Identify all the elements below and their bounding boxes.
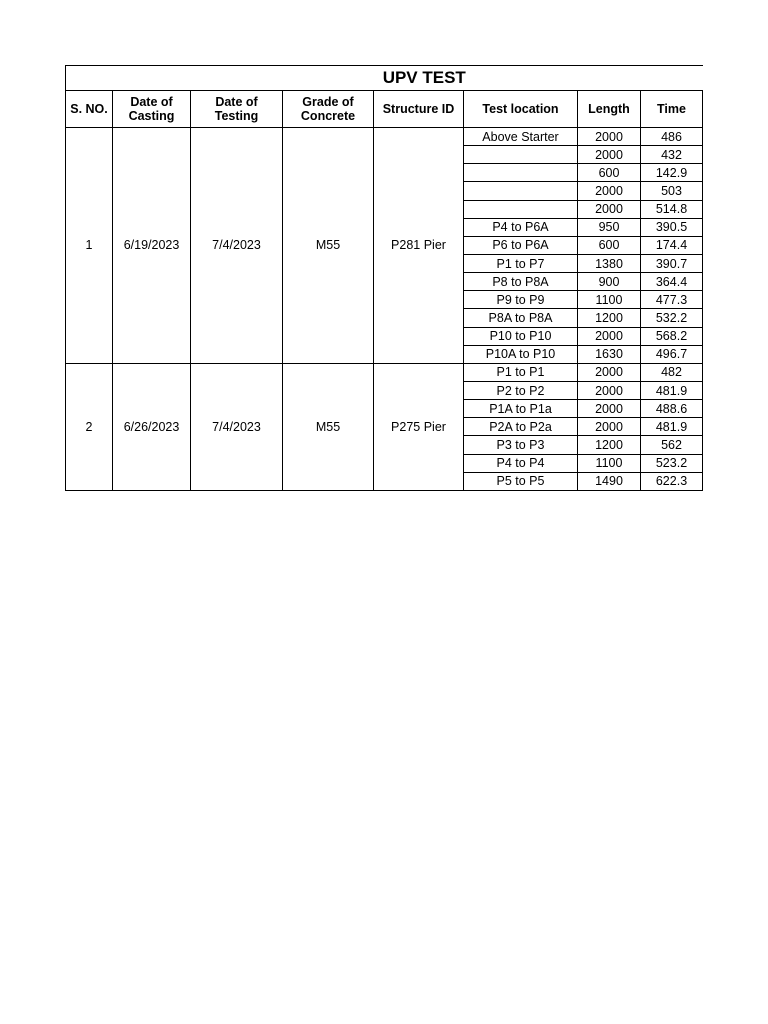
time-cell: 523.2 <box>641 454 703 472</box>
test-location-cell: P3 to P3 <box>464 436 578 454</box>
time-cell: 503 <box>641 182 703 200</box>
header-structure-id: Structure ID <box>374 91 464 128</box>
test-location-cell <box>464 146 578 164</box>
length-cell: 950 <box>578 218 641 236</box>
length-cell: 1100 <box>578 454 641 472</box>
header-length: Length <box>578 91 641 128</box>
test-location-cell: P1A to P1a <box>464 400 578 418</box>
length-cell: 2000 <box>578 327 641 345</box>
s-no-cell: 2 <box>66 363 113 490</box>
table-row <box>66 363 703 381</box>
time-cell: 568.2 <box>641 327 703 345</box>
test-location-cell: P10A to P10 <box>464 345 578 363</box>
test-location-cell: P1 to P7 <box>464 254 578 272</box>
length-cell: 1630 <box>578 345 641 363</box>
time-cell: 482 <box>641 363 703 381</box>
s-no-cell: 1 <box>66 128 113 364</box>
test-location-cell: P4 to P4 <box>464 454 578 472</box>
time-cell: 532.2 <box>641 309 703 327</box>
header-grade-of-concrete: Grade of Concrete <box>283 91 374 128</box>
upv-test-table <box>65 65 703 491</box>
header-test-location: Test location <box>464 91 578 128</box>
length-cell: 2000 <box>578 363 641 381</box>
upv-test-sheet <box>65 65 702 491</box>
length-cell: 1100 <box>578 291 641 309</box>
length-cell: 2000 <box>578 128 641 146</box>
length-cell: 600 <box>578 164 641 182</box>
test-location-cell: P6 to P6A <box>464 236 578 254</box>
length-cell: 2000 <box>578 200 641 218</box>
header-row <box>66 91 703 128</box>
length-cell: 2000 <box>578 381 641 399</box>
header-s-no: S. NO. <box>66 91 113 128</box>
time-cell: 142.9 <box>641 164 703 182</box>
date-of-testing-cell: 7/4/2023 <box>191 363 283 490</box>
table-body <box>66 128 703 491</box>
time-cell: 486 <box>641 128 703 146</box>
test-location-cell: P1 to P1 <box>464 363 578 381</box>
structure-id-cell: P281 Pier <box>374 128 464 364</box>
length-cell: 1200 <box>578 436 641 454</box>
date-of-testing-cell: 7/4/2023 <box>191 128 283 364</box>
table-row <box>66 128 703 146</box>
length-cell: 2000 <box>578 400 641 418</box>
time-cell: 562 <box>641 436 703 454</box>
time-cell: 481.9 <box>641 418 703 436</box>
length-cell: 2000 <box>578 146 641 164</box>
time-cell: 622.3 <box>641 472 703 490</box>
grade-cell: M55 <box>283 363 374 490</box>
time-cell: 481.9 <box>641 381 703 399</box>
time-cell: 488.6 <box>641 400 703 418</box>
test-location-cell: P9 to P9 <box>464 291 578 309</box>
length-cell: 1380 <box>578 254 641 272</box>
length-cell: 1200 <box>578 309 641 327</box>
test-location-cell: P5 to P5 <box>464 472 578 490</box>
header-time: Time <box>641 91 703 128</box>
time-cell: 477.3 <box>641 291 703 309</box>
structure-id-cell: P275 Pier <box>374 363 464 490</box>
test-location-cell: P2A to P2a <box>464 418 578 436</box>
length-cell: 1490 <box>578 472 641 490</box>
test-location-cell: Above Starter <box>464 128 578 146</box>
test-location-cell: P8 to P8A <box>464 273 578 291</box>
length-cell: 900 <box>578 273 641 291</box>
length-cell: 2000 <box>578 182 641 200</box>
date-of-casting-cell: 6/19/2023 <box>113 128 191 364</box>
test-location-cell <box>464 164 578 182</box>
test-location-cell <box>464 182 578 200</box>
time-cell: 364.4 <box>641 273 703 291</box>
test-location-cell <box>464 200 578 218</box>
time-cell: 432 <box>641 146 703 164</box>
header-date-of-testing: Date of Testing <box>191 91 283 128</box>
test-location-cell: P8A to P8A <box>464 309 578 327</box>
length-cell: 2000 <box>578 418 641 436</box>
time-cell: 514.8 <box>641 200 703 218</box>
time-cell: 390.7 <box>641 254 703 272</box>
test-location-cell: P4 to P6A <box>464 218 578 236</box>
time-cell: 496.7 <box>641 345 703 363</box>
time-cell: 390.5 <box>641 218 703 236</box>
time-cell: 174.4 <box>641 236 703 254</box>
header-date-of-casting: Date of Casting <box>113 91 191 128</box>
date-of-casting-cell: 6/26/2023 <box>113 363 191 490</box>
test-location-cell: P2 to P2 <box>464 381 578 399</box>
length-cell: 600 <box>578 236 641 254</box>
test-location-cell: P10 to P10 <box>464 327 578 345</box>
table-title: UPV TEST <box>66 66 703 91</box>
grade-cell: M55 <box>283 128 374 364</box>
